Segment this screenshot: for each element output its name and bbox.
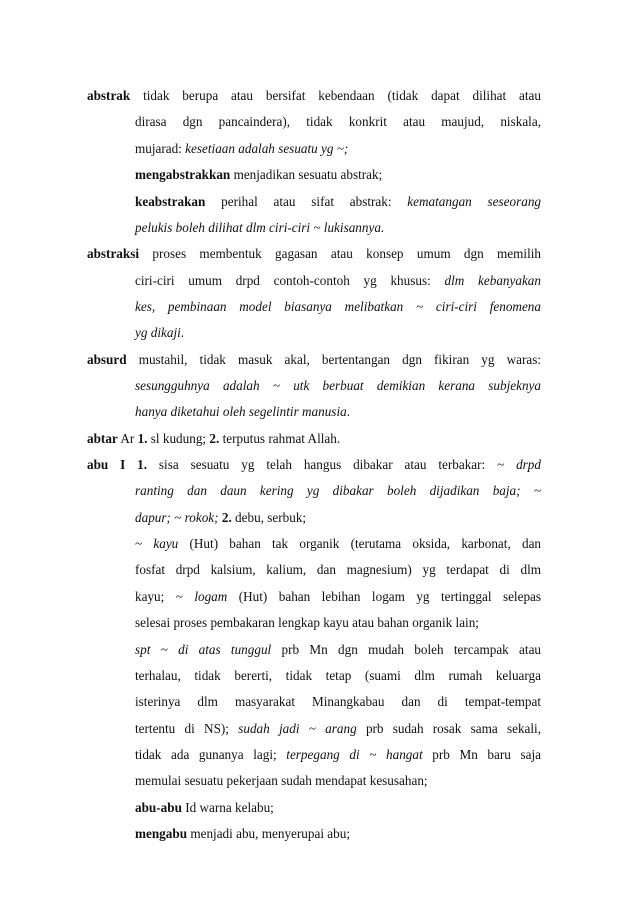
entry-abu-line-12 [135, 745, 541, 765]
entry-abstrak-line-2 [135, 112, 541, 132]
definition-text: (Hut) bahan tak organik (terutama oksida, karbonat, dan [189, 536, 542, 551]
entry-absurd-line-3 [135, 402, 541, 422]
example-text: drpd [516, 457, 541, 472]
entry-abstrak-line-6 [135, 218, 541, 238]
phrase-term: spt ~ di atas tunggul [135, 642, 272, 657]
entry-abu-line-14 [135, 798, 541, 818]
example-text: kesetiaan adalah sesuatu yg ~; [185, 141, 349, 156]
subentry-headword: mengabstrakkan [135, 167, 231, 182]
phrase-term: sudah jadi ~ arang [238, 721, 357, 736]
definition-text: perihal atau sifat abstrak: [221, 194, 392, 209]
definition-text: kayu; ~ [135, 589, 183, 604]
entry-abu-line-1 [87, 455, 541, 475]
phrase-term: terpegang di ~ hangat [286, 747, 423, 762]
entry-abu-line-15 [135, 824, 541, 844]
definition-text: sisa sesuatu yg telah hangus dibakar atau terbakar: ~ [158, 457, 505, 472]
punctuation: . [346, 404, 350, 419]
definition-text: menjadi abu, menyerupai abu; [190, 826, 350, 841]
entry-abu-line-9 [135, 666, 541, 686]
entry-abstraksi-line-2 [135, 271, 541, 291]
sense-number: 2. [221, 510, 232, 525]
sense-number: 1. [137, 457, 148, 472]
entry-abstrak-line-1 [87, 86, 541, 106]
phrase-term: logam [194, 589, 228, 604]
headword-abu: abu I [87, 457, 126, 472]
entry-abstraksi-line-1 [87, 244, 541, 264]
entry-abstraksi-line-4 [135, 323, 541, 343]
example-text: kematangan seseorang [407, 194, 542, 209]
phrase-term: kayu [153, 536, 179, 551]
entry-abtar-line-1 [87, 429, 541, 449]
example-text: dapur; ~ rokok; [135, 510, 219, 525]
definition-text: (Hut) bahan lebihan logam yg tertinggal selepas [238, 589, 542, 604]
example-text: sesungguhnya adalah ~ utk berbuat demikian kerana subjeknya [135, 378, 541, 393]
definition-text: Id warna kelabu; [185, 800, 274, 815]
entry-abu-line-10 [135, 692, 541, 712]
sense-number: 1. [137, 431, 148, 446]
entry-absurd-line-2 [135, 376, 541, 396]
entry-abu-line-13 [135, 771, 541, 791]
definition-text: terputus rahmat Allah. [222, 431, 341, 446]
definition-text: memulai sesuatu pekerjaan sudah mendapat kesusahan; [135, 773, 428, 788]
entry-abstrak-line-3 [135, 139, 541, 159]
headword-abtar: abtar [87, 431, 118, 446]
example-text: dlm kebanyakan [444, 273, 541, 288]
headword-abstraksi: abstraksi [87, 246, 140, 261]
entry-abu-line-8 [135, 640, 541, 660]
definition-text: mustahil, tidak masuk akal, bertentangan dgn fikiran yg waras: [138, 352, 541, 367]
entry-absurd-line-1 [87, 350, 541, 370]
tilde: ~ [135, 536, 143, 551]
definition-text: proses membentuk gagasan atau konsep umum dgn memilih [152, 246, 542, 261]
example-text: hanya diketahui oleh segelintir manusia [135, 404, 347, 419]
subentry-headword: keabstrakan [135, 194, 206, 209]
definition-text: mujarad: [135, 141, 182, 156]
definition-text: isterinya dlm masyarakat Minangkabau dan di tempat-tempat [135, 694, 541, 709]
definition-text: tertentu di NS); [135, 721, 229, 736]
entry-abu-line-3 [135, 508, 541, 528]
example-text: pelukis boleh dilihat dlm ciri-ciri ~ lukisannya. [135, 220, 385, 235]
definition-text: tidak berupa atau bersifat kebendaan (tidak dapat dilihat atau [143, 88, 542, 103]
entry-abstraksi-line-3 [135, 297, 541, 317]
headword-absurd: absurd [87, 352, 127, 367]
entry-abu-line-4 [135, 534, 541, 554]
headword-abstrak: abstrak [87, 88, 131, 103]
sense-number: 2. [209, 431, 220, 446]
entry-abstrak-line-4 [135, 165, 541, 185]
definition-text: prb Mn baru saja [432, 747, 541, 762]
definition-text: fosfat drpd kalsium, kalium, dan magnesium) yg terdapat di dlm [135, 562, 541, 577]
definition-text: selesai proses pembakaran lengkap kayu atau bahan organik lain; [135, 615, 479, 630]
definition-text: debu, serbuk; [235, 510, 307, 525]
example-text: yg dikaji [135, 325, 181, 340]
entry-abu-line-11 [135, 719, 541, 739]
example-text: kes, pembinaan model biasanya melibatkan ~ ciri-ciri fenomena [135, 299, 541, 314]
entry-abu-line-5 [135, 560, 541, 580]
entry-abu-line-2 [135, 481, 541, 501]
definition-text: prb Mn dgn mudah boleh tercampak atau [281, 642, 542, 657]
definition-text: tidak ada gunanya lagi; [135, 747, 277, 762]
language-label: Ar [120, 431, 135, 446]
definition-text: prb sudah rosak sama sekali, [365, 721, 542, 736]
example-text: ranting dan daun kering yg dibakar boleh dijadikan baja; ~ [135, 483, 541, 498]
subentry-headword: mengabu [135, 826, 188, 841]
definition-text: dirasa dgn pancaindera), tidak konkrit atau maujud, niskala, [135, 114, 541, 129]
entry-abu-line-6 [135, 587, 541, 607]
subentry-headword: abu-abu [135, 800, 182, 815]
definition-text: terhalau, tidak bererti, tidak tetap (suami dlm rumah keluarga [135, 668, 541, 683]
entry-abstrak-line-5 [135, 192, 541, 212]
definition-text: sl kudung; [150, 431, 207, 446]
entry-abu-line-7 [135, 613, 541, 633]
definition-text: ciri-ciri umum drpd contoh-contoh yg khusus: [135, 273, 431, 288]
punctuation: . [180, 325, 185, 340]
definition-text: menjadikan sesuatu abstrak; [233, 167, 383, 182]
